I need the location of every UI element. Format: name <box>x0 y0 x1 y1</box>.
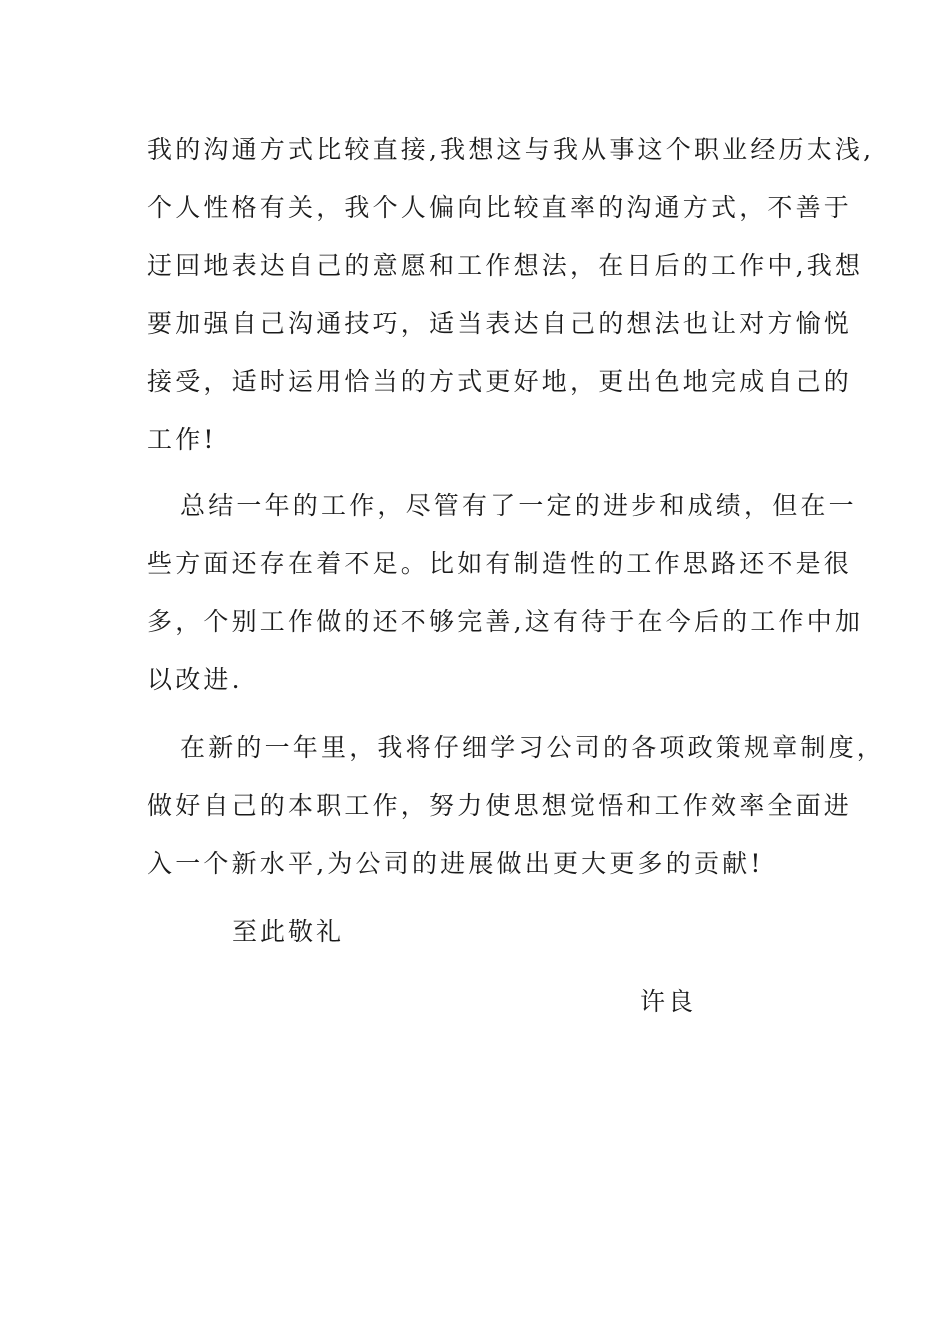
paragraph-1-line-5: 接受，适时运用恰当的方式更好地，更出色地完成自己的 <box>147 367 853 396</box>
paragraph-2-line-2: 些方面还存在着不足。比如有制造性的工作思路还不是很 <box>147 549 853 578</box>
paragraph-1-line-1: 我的沟通方式比较直接,我想这与我从事这个职业经历太浅, <box>147 135 875 164</box>
paragraph-3-line-2: 做好自己的本职工作，努力使思想觉悟和工作效率全面进 <box>147 791 853 820</box>
paragraph-1-line-3: 迂回地表达自己的意愿和工作想法，在日后的工作中,我想 <box>147 251 864 280</box>
closing-salutation: 至此敬礼 <box>232 917 345 946</box>
signature-name: 许良 <box>640 987 697 1016</box>
paragraph-2-line-1: 总结一年的工作，尽管有了一定的进步和成绩，但在一 <box>180 491 857 520</box>
paragraph-1-line-2: 个人性格有关，我个人偏向比较直率的沟通方式，不善于 <box>147 193 853 222</box>
paragraph-2-line-4: 以改进. <box>147 665 243 694</box>
paragraph-3-line-1: 在新的一年里，我将仔细学习公司的各项政策规章制度， <box>180 733 886 762</box>
paragraph-1-line-6: 工作! <box>147 425 217 454</box>
paragraph-2-line-3: 多，个别工作做的还不够完善,这有待于在今后的工作中加 <box>147 607 864 636</box>
paragraph-3-line-3: 入一个新水平,为公司的进展做出更大更多的贡献! <box>147 849 764 878</box>
paragraph-1-line-4: 要加强自己沟通技巧，适当表达自己的想法也让对方愉悦 <box>147 309 853 338</box>
